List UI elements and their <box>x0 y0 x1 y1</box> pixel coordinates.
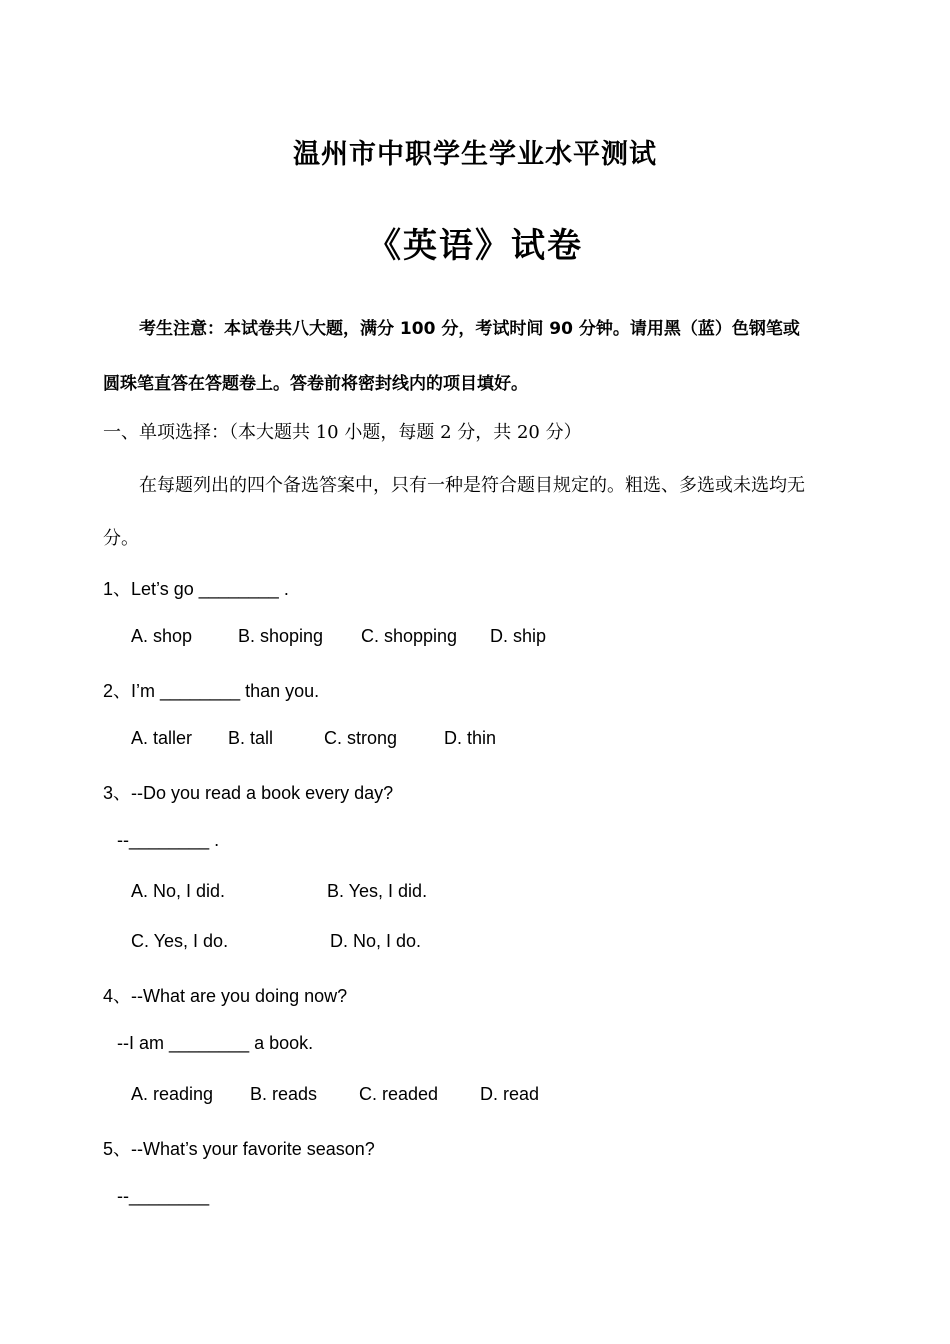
question-2-option-a: A. taller <box>131 728 193 748</box>
question-4-option-b: B. reads <box>250 1084 318 1104</box>
question-1-option-b: B. shoping <box>238 626 324 646</box>
question-1-option-c: C. shopping <box>361 626 458 646</box>
question-4-option-c: C. readed <box>359 1084 439 1104</box>
section-instruction-line-2: 分。 <box>103 528 139 549</box>
question-1-stem: 1、Let’s go ________ . <box>103 579 289 599</box>
notice-line-2: 圆珠笔直答在答题卷上。答卷前将密封线内的项目填好。 <box>103 374 528 394</box>
question-4-option-a: A. reading <box>131 1084 214 1104</box>
question-3-option-d: D. No, I do. <box>330 931 422 951</box>
question-2-option-d: D. thin <box>444 728 497 748</box>
question-4-answer-line: --I am ________ a book. <box>117 1033 314 1053</box>
question-3-option-c: C. Yes, I do. <box>131 931 229 951</box>
question-3-answer-line: --________ . <box>117 830 220 850</box>
question-2-stem: 2、I’m ________ than you. <box>103 681 320 701</box>
question-2-option-b: B. tall <box>228 728 274 748</box>
exam-title: 温州市中职学生学业水平测试 <box>293 139 657 170</box>
question-3-option-a: A. No, I did. <box>131 881 226 901</box>
notice-line-1: 考生注意：本试卷共八大题，满分 100 分，考试时间 90 分钟。请用黑（蓝）色钢笔或 <box>139 319 800 339</box>
section-instruction-line-1: 在每题列出的四个备选答案中，只有一种是符合题目规定的。粗选、多选或未选均无 <box>139 475 805 496</box>
question-3-option-b: B. Yes, I did. <box>327 881 428 901</box>
question-4-stem: 4、--What are you doing now? <box>103 986 348 1006</box>
exam-subtitle: 《英语》试卷 <box>367 226 583 266</box>
question-5-stem: 5、--What’s your favorite season? <box>103 1139 375 1159</box>
question-2-option-c: C. strong <box>324 728 398 748</box>
section-heading: 一、单项选择：（本大题共 10 小题，每题 2 分，共 20 分） <box>103 422 582 443</box>
question-1-option-a: A. shop <box>131 626 193 646</box>
question-4-option-d: D. read <box>480 1084 540 1104</box>
question-1-option-d: D. ship <box>490 626 547 646</box>
question-3-stem: 3、--Do you read a book every day? <box>103 783 394 803</box>
question-5-answer-line: --________ <box>117 1186 210 1206</box>
